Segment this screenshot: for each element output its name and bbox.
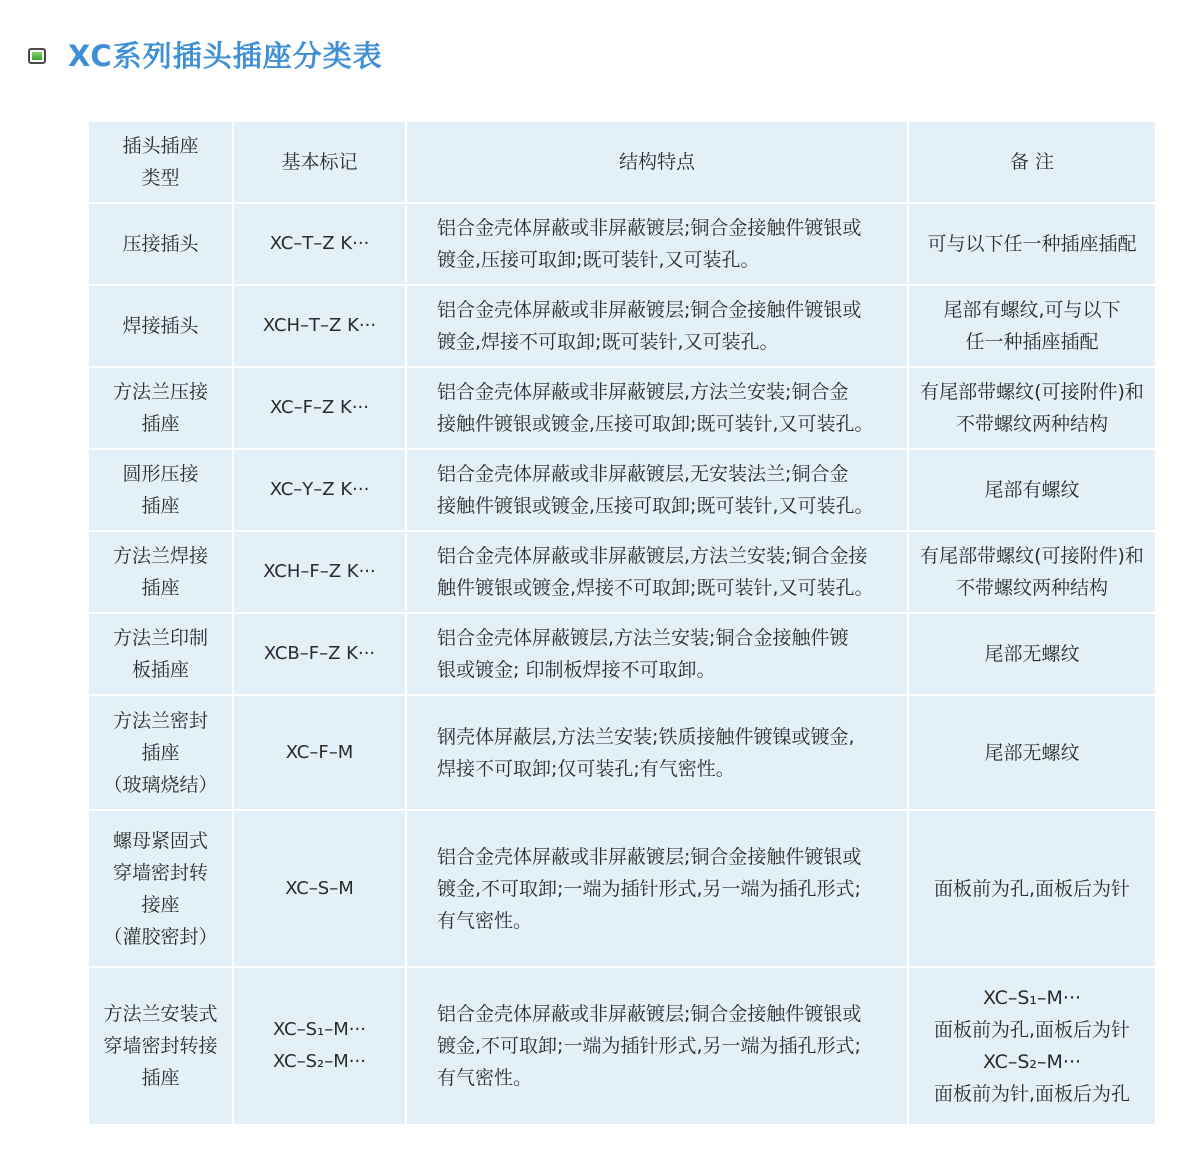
cell-note xyxy=(909,532,1155,612)
cell-features xyxy=(407,614,907,694)
classification-table xyxy=(87,120,1157,1126)
text-line: 螺母紧固式 xyxy=(112,829,208,852)
table-body xyxy=(89,204,1155,1124)
text-line: 方法兰压接 xyxy=(112,381,208,403)
cell-type xyxy=(89,811,232,966)
text-line: XC–S₂–M··· xyxy=(982,1051,1082,1073)
text-line: 铝合金壳体屏蔽或非屏蔽镀层,方法兰安装;铜合金 xyxy=(437,381,849,403)
cell-type xyxy=(89,614,232,694)
text-line: 铝合金壳体屏蔽或非屏蔽镀层,无安装法兰;铜合金 xyxy=(437,463,849,485)
cell-note xyxy=(909,368,1155,448)
cell-model: XCH–F–Z K··· xyxy=(234,532,405,612)
cell-note: 面板前为孔,面板后为针 xyxy=(909,811,1155,966)
cell-note: 可与以下任一种插座插配 xyxy=(909,204,1155,284)
text-line: 面板前为孔,面板后为针 xyxy=(933,1019,1131,1041)
cell-type: 压接插头 xyxy=(89,204,232,284)
cell-note: 尾部无螺纹 xyxy=(909,696,1155,809)
cell-model: XC–S–M xyxy=(234,811,405,966)
text-line: 有尾部带螺纹(可接附件)和 xyxy=(920,545,1144,567)
text-line: 穿墙密封转接 xyxy=(103,1035,218,1057)
header-features: 结构特点 xyxy=(407,122,907,202)
text-line: 镀金,不可取卸;一端为插针形式,另一端为插孔形式; xyxy=(437,1035,861,1057)
text-line: 焊接不可取卸;仅可装孔;有气密性。 xyxy=(437,757,735,780)
text-line: 铝合金壳体屏蔽或非屏蔽镀层;铜合金接触件镀银或 xyxy=(437,299,862,321)
text-line: 面板前为针,面板后为孔 xyxy=(933,1083,1131,1105)
table-row xyxy=(89,614,1155,694)
table-row xyxy=(89,696,1155,809)
text-line: 插座 xyxy=(141,741,180,764)
text-line: 接触件镀银或镀金,压接可取卸;既可装针,又可装孔。 xyxy=(437,495,874,517)
text-line: 插座 xyxy=(141,495,180,517)
text-line: 铝合金壳体屏蔽或非屏蔽镀层;铜合金接触件镀银或 xyxy=(437,845,862,868)
cell-model: XC–T–Z K··· xyxy=(234,204,405,284)
cell-features xyxy=(407,696,907,809)
cell-type xyxy=(89,968,232,1124)
text-line: 有气密性。 xyxy=(437,909,533,932)
text-line: 镀金,压接可取卸;既可装针,又可装孔。 xyxy=(437,249,760,271)
table-header-row xyxy=(89,122,1155,202)
cell-features xyxy=(407,286,907,366)
text-line: （玻璃烧结） xyxy=(103,773,218,796)
table-row xyxy=(89,532,1155,612)
table-row xyxy=(89,811,1155,966)
page-header xyxy=(28,36,383,76)
cell-note: 尾部无螺纹 xyxy=(909,614,1155,694)
cell-note: 尾部有螺纹 xyxy=(909,450,1155,530)
cell-features xyxy=(407,968,907,1124)
table-row xyxy=(89,368,1155,448)
text-line: 不带螺纹两种结构 xyxy=(955,413,1108,435)
text-line: 铝合金壳体屏蔽或非屏蔽镀层;铜合金接触件镀银或 xyxy=(437,217,862,239)
cell-model: XC–F–M xyxy=(234,696,405,809)
cell-model: XC–F–Z K··· xyxy=(234,368,405,448)
text-line: 铝合金壳体屏蔽或非屏蔽镀层,方法兰安装;铜合金接 xyxy=(437,545,868,567)
text-line: 插座 xyxy=(141,1067,180,1089)
table-row xyxy=(89,286,1155,366)
text-line: 有气密性。 xyxy=(437,1067,533,1089)
cell-model: XCB–F–Z K··· xyxy=(234,614,405,694)
text-line: 圆形压接 xyxy=(122,463,199,485)
text-line: 穿墙密封转 xyxy=(112,861,208,884)
cell-features xyxy=(407,204,907,284)
text-line: 方法兰密封 xyxy=(112,709,208,732)
header-model: 基本标记 xyxy=(234,122,405,202)
text-line: 接座 xyxy=(141,893,180,916)
text-line: （灌胶密封） xyxy=(103,925,218,948)
text-line: 任一种插座插配 xyxy=(965,331,1099,353)
header-notes: 备 注 xyxy=(909,122,1155,202)
header-type xyxy=(89,122,232,202)
text-line: 触件镀银或镀金,焊接不可取卸;既可装针,又可装孔。 xyxy=(437,577,874,599)
text-line: 镀金,焊接不可取卸;既可装针,又可装孔。 xyxy=(437,331,779,353)
text-line: 接触件镀银或镀金,压接可取卸;既可装针,又可装孔。 xyxy=(437,413,874,435)
cell-type xyxy=(89,696,232,809)
cell-features xyxy=(407,811,907,966)
text-line: 银或镀金; 印制板焊接不可取卸。 xyxy=(437,659,716,681)
cell-note xyxy=(909,286,1155,366)
cell-type xyxy=(89,532,232,612)
cell-model: XC–Y–Z K··· xyxy=(234,450,405,530)
text-line: 插头插座 xyxy=(122,135,199,157)
table-row xyxy=(89,968,1155,1124)
text-line: XC–S₂–M··· xyxy=(273,1051,366,1072)
cell-note xyxy=(909,968,1155,1124)
cell-model: XCH–T–Z K··· xyxy=(234,286,405,366)
text-line: 插座 xyxy=(141,577,180,599)
table-row xyxy=(89,204,1155,284)
cell-model xyxy=(234,968,405,1124)
text-line: 有尾部带螺纹(可接附件)和 xyxy=(920,381,1144,403)
text-line: 镀金,不可取卸;一端为插针形式,另一端为插孔形式; xyxy=(437,877,861,900)
table-row xyxy=(89,450,1155,530)
text-line: 尾部有螺纹,可与以下 xyxy=(943,299,1121,321)
text-line: XC–S₁–M··· xyxy=(273,1019,366,1040)
text-line: 铝合金壳体屏蔽镀层,方法兰安装;铜合金接触件镀 xyxy=(437,627,849,649)
text-line: 方法兰印制 xyxy=(112,627,208,649)
window-icon xyxy=(28,48,46,64)
cell-type: 焊接插头 xyxy=(89,286,232,366)
page-title: XC系列插头插座分类表 xyxy=(68,39,383,73)
text-line: 方法兰安装式 xyxy=(103,1003,218,1025)
cell-features xyxy=(407,368,907,448)
cell-features xyxy=(407,450,907,530)
cell-type xyxy=(89,450,232,530)
cell-type xyxy=(89,368,232,448)
cell-features xyxy=(407,532,907,612)
text-line: XC–S₁–M··· xyxy=(982,987,1082,1009)
text-line: 板插座 xyxy=(131,659,189,681)
text-line: 钢壳体屏蔽层,方法兰安装;铁质接触件镀镍或镀金, xyxy=(437,725,855,748)
text-line: 方法兰焊接 xyxy=(112,545,208,567)
text-line: 类型 xyxy=(141,167,180,189)
text-line: 不带螺纹两种结构 xyxy=(955,577,1108,599)
text-line: 铝合金壳体屏蔽或非屏蔽镀层;铜合金接触件镀银或 xyxy=(437,1003,862,1025)
text-line: 插座 xyxy=(141,413,180,435)
